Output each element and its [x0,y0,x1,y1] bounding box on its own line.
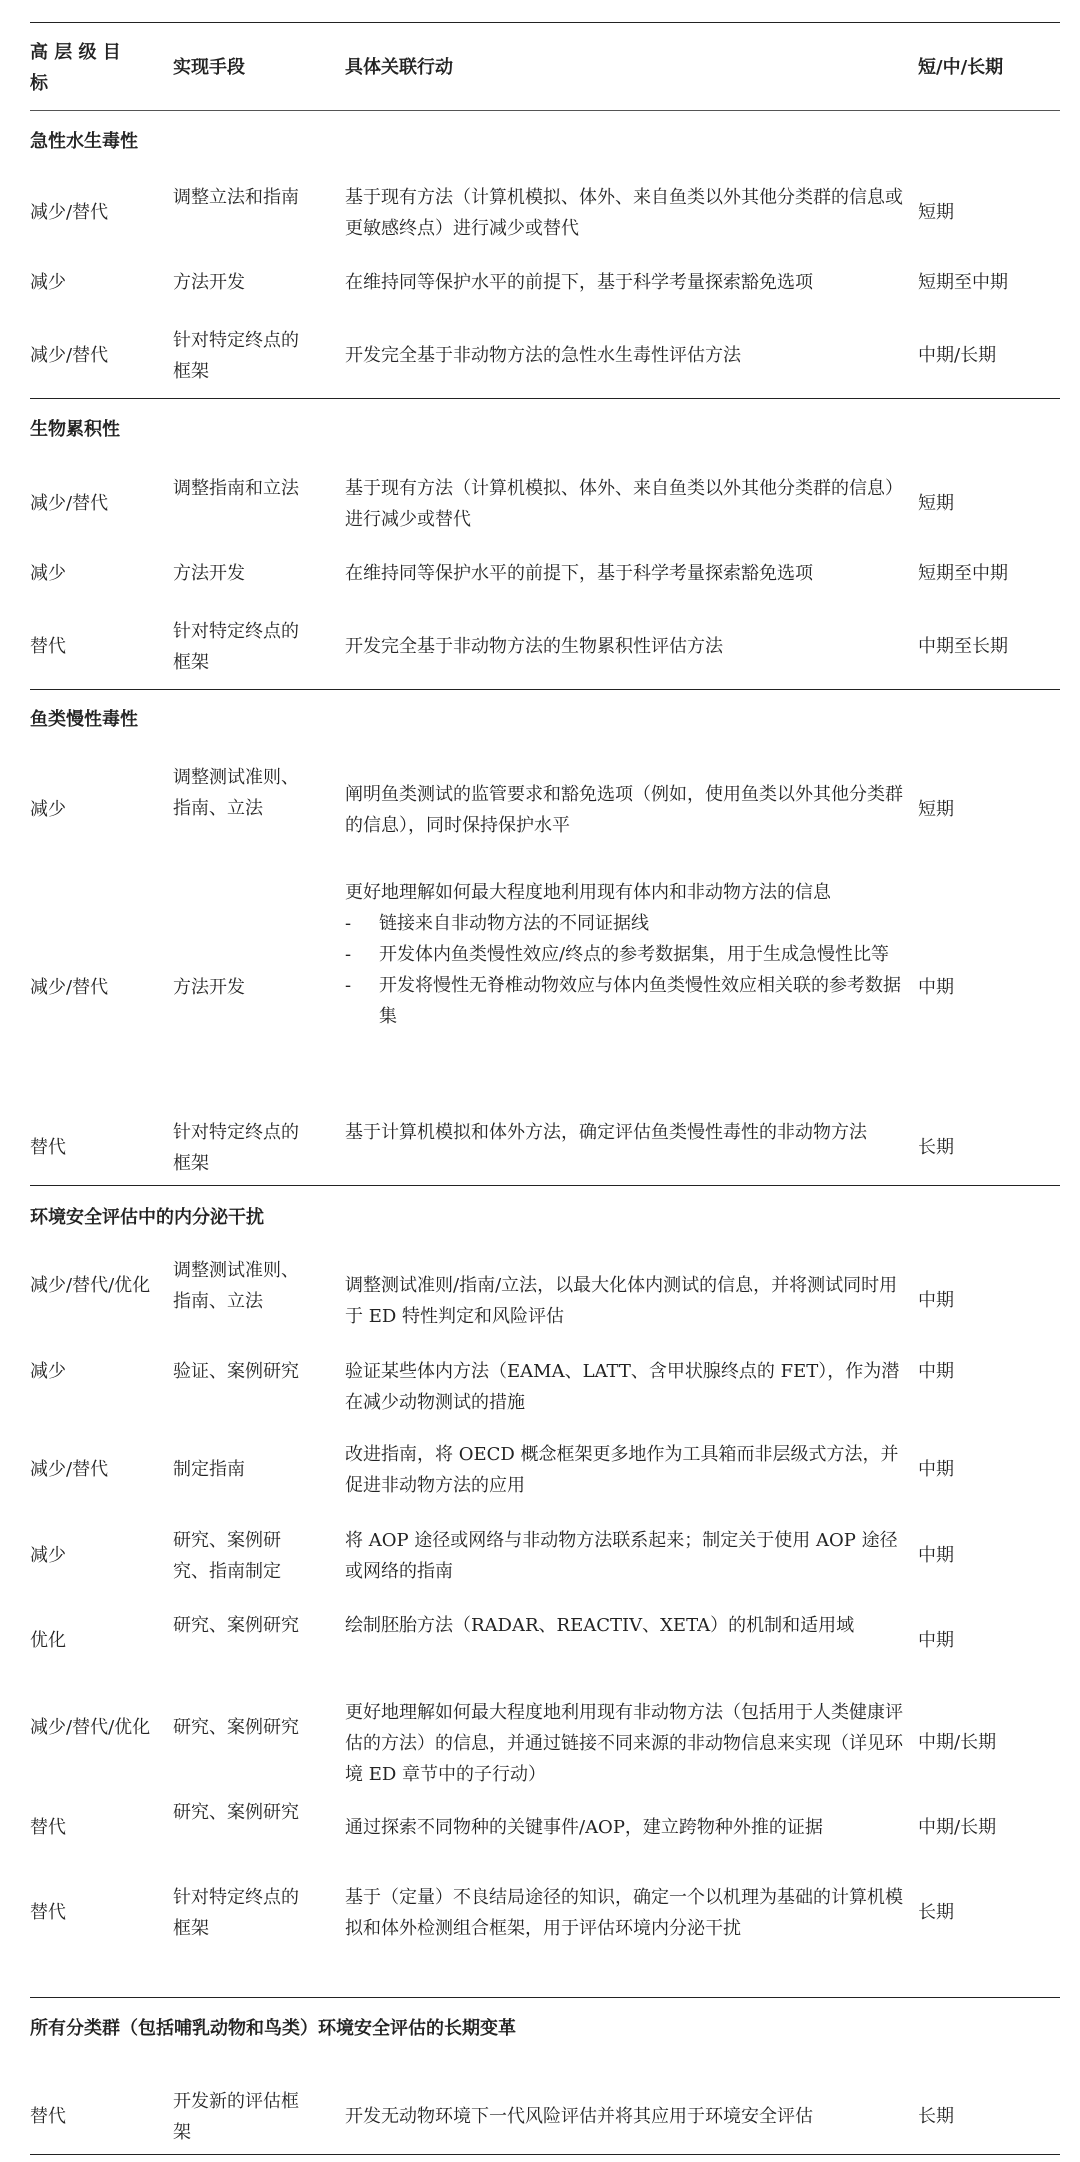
header-means: 实现手段 [173,57,245,78]
section-title-acute-aquatic: 急性水生毒性 [30,131,138,152]
section-rule [30,1997,1060,1998]
header-rule [30,110,1060,111]
list-item: - 链接来自非动物方法的不同证据线 [345,908,915,939]
list-item: - 开发将慢性无脊椎动物效应与体内鱼类慢性效应相关联的参考数据集 [345,970,915,1032]
header-term: 短/中/长期 [918,57,1004,78]
section-rule [30,398,1060,399]
section-rule [30,1185,1060,1186]
section-title-fish-chronic: 鱼类慢性毒性 [30,709,138,730]
section-title-endocrine: 环境安全评估中的内分泌干扰 [30,1207,264,1228]
section-title-long-term: 所有分类群（包括哺乳动物和鸟类）环境安全评估的长期变革 [30,2018,516,2039]
list-item: - 开发体内鱼类慢性效应/终点的参考数据集，用于生成急慢性比等 [345,939,915,970]
section-rule [30,689,1060,690]
table-bottom-rule [30,2154,1060,2155]
header-action: 具体关联行动 [345,57,453,78]
action-intro: 更好地理解如何最大程度地利用现有体内和非动物方法的信息 [345,882,831,903]
table-top-rule [30,22,1060,23]
header-goal: 高 层 级 目 标 [30,42,121,94]
section-title-bioaccumulation: 生物累积性 [30,419,120,440]
